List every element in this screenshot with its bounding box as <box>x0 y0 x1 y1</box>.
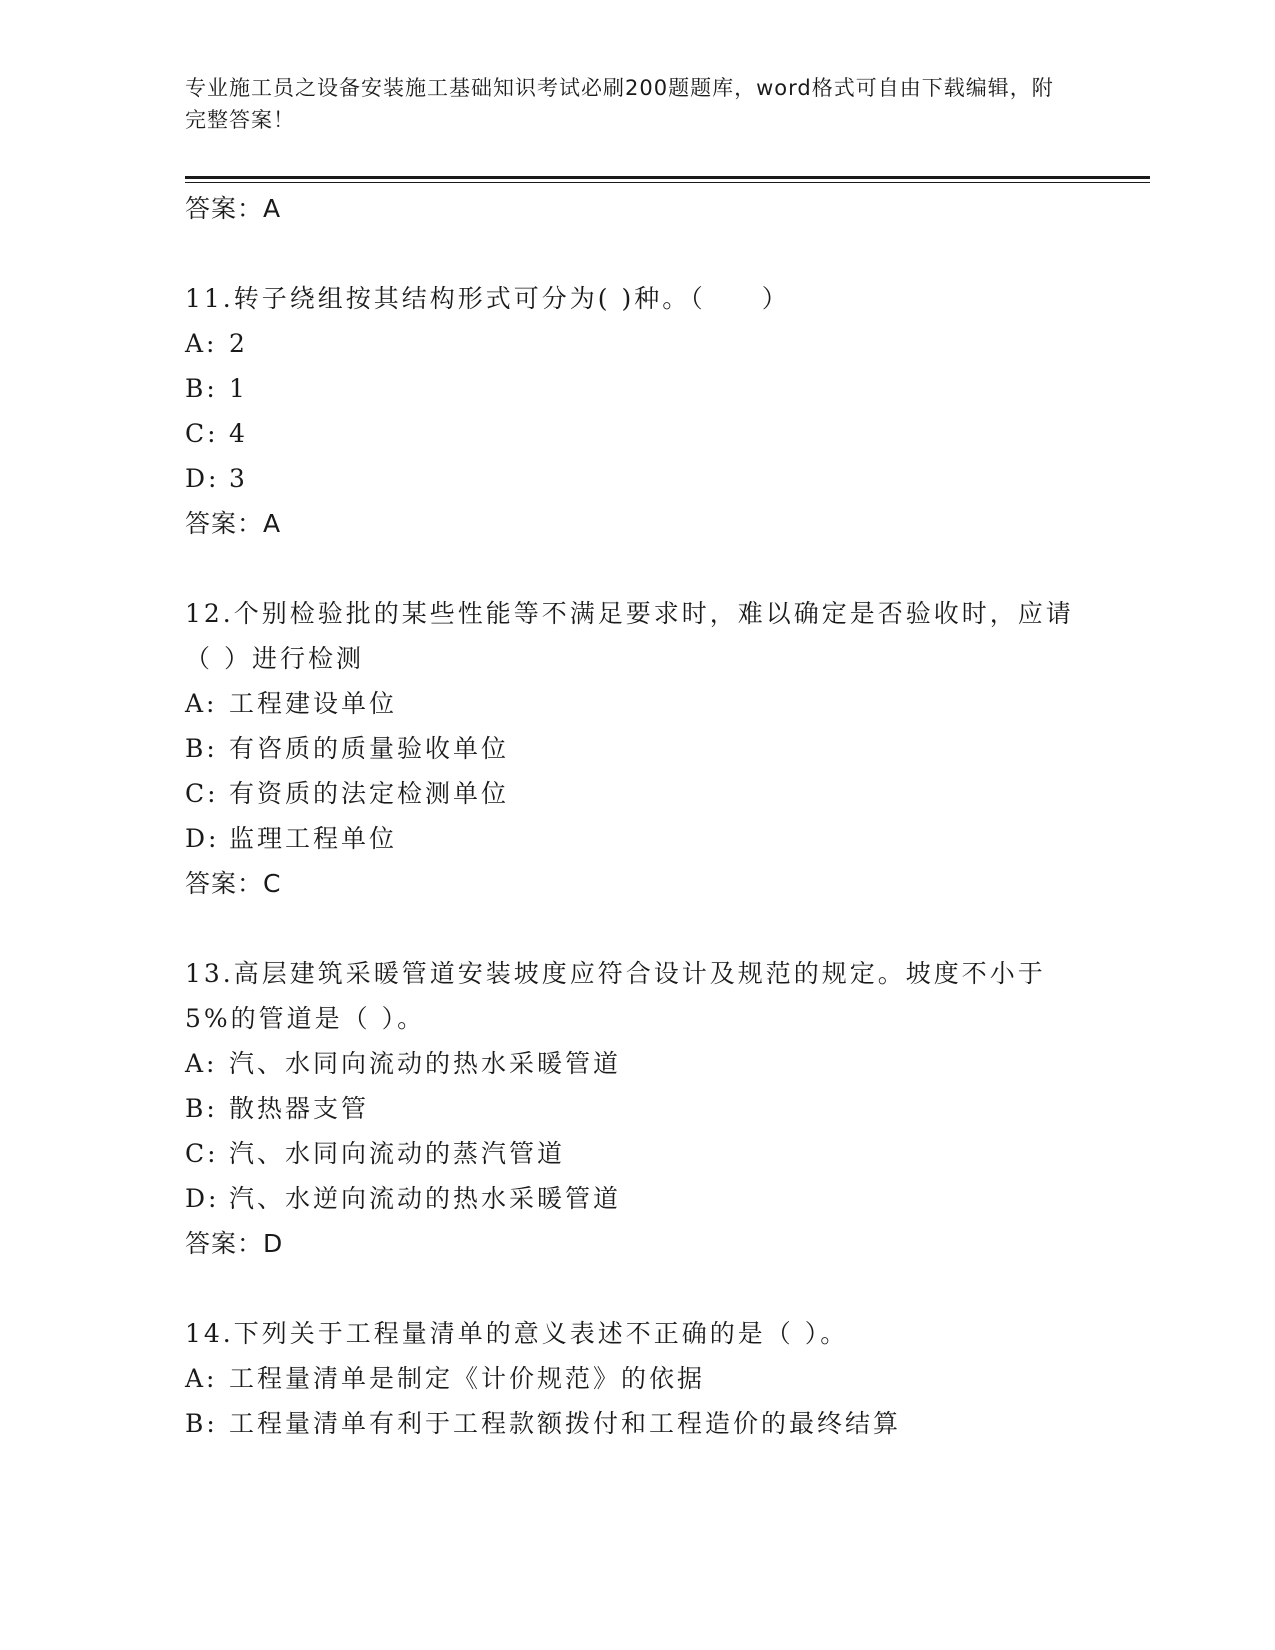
option-label: B: <box>185 1409 218 1438</box>
option-label: A: <box>185 329 218 358</box>
option-text: 工程建设单位 <box>229 689 398 718</box>
option-label: D: <box>185 1184 220 1213</box>
spacer <box>185 547 1085 591</box>
option-a <box>185 681 1085 726</box>
option-c <box>185 411 1085 456</box>
question-block <box>185 951 1085 1267</box>
question-text: 14.下列关于工程量清单的意义表述不正确的是（ ）。 <box>185 1319 849 1348</box>
option-text: 监理工程单位 <box>229 824 398 853</box>
spacer <box>185 1267 1085 1311</box>
question-block <box>185 1311 1085 1446</box>
document-body <box>185 186 1085 1446</box>
option-b <box>185 1401 1085 1446</box>
option-text: 有咨质的质量验收单位 <box>229 734 510 763</box>
question-text: 11.转子绕组按其结构形式可分为( )种。（ ） <box>185 284 790 313</box>
option-a <box>185 321 1085 366</box>
option-c <box>185 771 1085 816</box>
header-divider-thick <box>185 176 1150 179</box>
answer-line: 答案：C <box>185 869 282 898</box>
option-text: 工程量清单有利于工程款额拨付和工程造价的最终结算 <box>229 1409 902 1438</box>
option-d <box>185 816 1085 861</box>
option-b <box>185 726 1085 771</box>
question-block <box>185 276 1085 547</box>
option-text: 散热器支管 <box>229 1094 370 1123</box>
option-b <box>185 1086 1085 1131</box>
option-d <box>185 456 1085 501</box>
option-text: 汽、水逆向流动的热水采暖管道 <box>229 1184 622 1213</box>
option-a <box>185 1356 1085 1401</box>
option-label: C: <box>185 1139 219 1168</box>
option-text: 2 <box>229 329 248 358</box>
answer-line: 答案：D <box>185 1229 284 1258</box>
document-header: 专业施工员之设备安装施工基础知识考试必刷200题题库，word格式可自由下载编辑，附完整答案！ <box>185 76 1054 132</box>
option-label: D: <box>185 824 220 853</box>
answer-line: 答案：A <box>185 194 282 223</box>
option-text: 1 <box>229 374 248 403</box>
answer-line: 答案：A <box>185 509 282 538</box>
option-label: B: <box>185 374 218 403</box>
option-label: A: <box>185 1049 218 1078</box>
option-c <box>185 1131 1085 1176</box>
option-label: A: <box>185 689 218 718</box>
option-label: B: <box>185 1094 218 1123</box>
header-divider-thin <box>185 182 1150 183</box>
option-text: 汽、水同向流动的热水采暖管道 <box>229 1049 622 1078</box>
question-block <box>185 591 1085 907</box>
spacer <box>185 232 1085 276</box>
question-text: 13.高层建筑采暖管道安装坡度应符合设计及规范的规定。坡度不小于5%的管道是（ ）。 <box>185 959 1046 1033</box>
spacer <box>185 907 1085 951</box>
option-text: 有资质的法定检测单位 <box>229 779 510 808</box>
option-d <box>185 1176 1085 1221</box>
option-a <box>185 1041 1085 1086</box>
option-text: 3 <box>229 464 248 493</box>
option-label: C: <box>185 419 219 448</box>
option-label: A: <box>185 1364 218 1393</box>
option-label: B: <box>185 734 218 763</box>
option-text: 工程量清单是制定《计价规范》的依据 <box>229 1364 706 1393</box>
option-label: D: <box>185 464 220 493</box>
option-text: 汽、水同向流动的蒸汽管道 <box>229 1139 566 1168</box>
option-text: 4 <box>229 419 248 448</box>
option-label: C: <box>185 779 219 808</box>
question-text: 12.个别检验批的某些性能等不满足要求时，难以确定是否验收时，应请（ ）进行检测 <box>185 599 1074 673</box>
option-b <box>185 366 1085 411</box>
